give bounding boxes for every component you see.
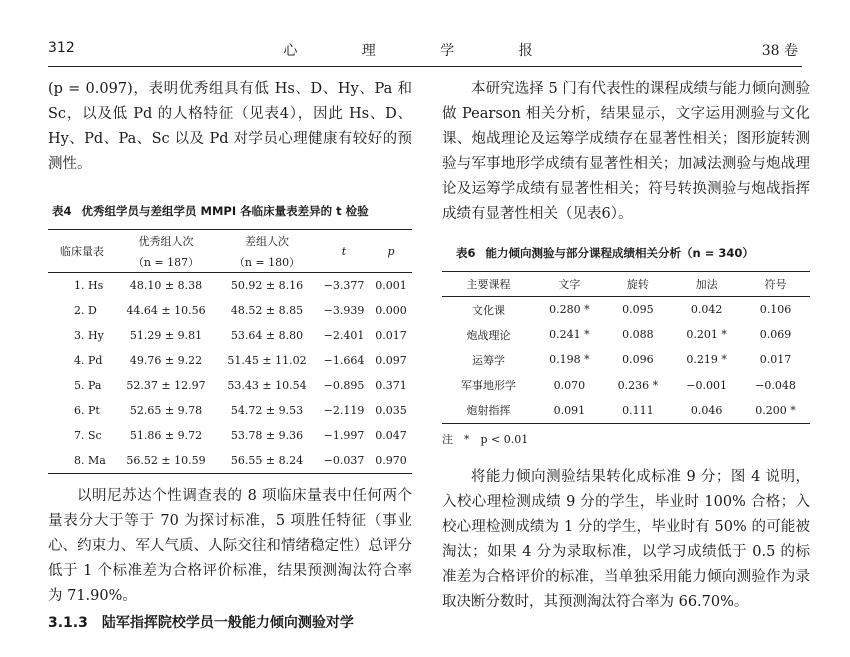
volume-label: 38 卷 [761,43,798,59]
table4-cell: −3.377 [323,279,365,292]
table6-cell: 0.069 [759,328,792,342]
table4-col-excellent-n: （n = 187） [116,251,216,273]
table6-cell: −0.001 [686,378,727,392]
table6-cell: 文化课 [472,303,506,317]
table4-cell: 0.001 [375,279,407,292]
table6-cell: 0.219 * [686,353,727,367]
table4-cell: 49.76 ± 9.22 [129,354,203,367]
table4-cell: −3.939 [323,304,365,317]
journal-title: 心 理 学 报 [283,43,563,59]
table4-cell: −0.037 [323,454,365,467]
table4-cell: 0.097 [375,354,407,367]
body-paragraph-right-2: 将能力倾向测验结果转化成标准 9 分；图 4 说明，入校心理检测成绩 9 分的学生，毕业时 100% 合格；入校心理检测成绩为 1 分的学生，毕业时有 50% 的可能被淘汰；如果 4 分为录取标准，以学习成绩低于 0.5 的标准差为合格评价的标准，当单独采用能力倾向测验作为录取决断分数时，其预测淘汰符合率为 66.70%。 [442,468,810,610]
table6-cell: −0.048 [755,378,796,392]
table4-cell: 7. Sc [74,429,102,442]
table6 [442,271,810,424]
table6-title: 能力倾向测验与部分课程成绩相关分析（n = 340） [485,246,754,260]
table6-cell: 0.198 * [549,353,590,367]
running-header [48,40,798,62]
table6-cell: 0.201 * [686,328,727,342]
table4-cell: 3. Hy [74,329,104,342]
section-heading: 3.1.3 陆军指挥院校学员一般能力倾向测验对学 [48,615,354,631]
table4-cell: 8. Ma [74,454,106,467]
table6-cell: 0.017 [759,353,792,367]
table4-cell: 56.55 ± 8.24 [230,454,304,467]
table4-col-excellent: 优秀组人次 [138,234,194,248]
table4-cell: 0.035 [375,404,407,417]
table4-cell: 0.047 [375,429,407,442]
table4-title: 优秀组学员与差组学员 MMPI 各临床量表差异的 t 检验 [81,204,369,218]
table4-cell: 48.52 ± 8.85 [230,304,304,317]
table6-row [442,373,810,398]
table6-header-cell: 符号 [741,272,810,297]
table4-cell: 4. Pd [74,354,103,367]
table4-row [48,323,412,348]
table4-cell: 53.78 ± 9.36 [230,429,304,442]
table4-col-poor: 差组人次 [245,234,289,248]
table4-cell: 50.92 ± 8.16 [230,279,304,292]
table6-cell: 0.200 * [755,403,796,417]
table4-caption [48,201,412,221]
table4-col-scale: 临床量表 [48,230,116,273]
table6-cell: 0.106 [759,303,792,317]
table4-label: 表4 [52,204,72,218]
table4-row [48,423,412,448]
table4-cell: 48.10 ± 8.38 [129,279,203,292]
table4-cell: 52.65 ± 9.78 [129,404,203,417]
table4-cell: 1. Hs [74,279,104,292]
table6-header-cell: 文字 [535,272,604,297]
body-paragraph-right-1: 本研究选择 5 门有代表性的课程成绩与能力倾向测验做 Pearson 相关分析，结果显示，文字运用测验与文化课、炮战理论及运筹学成绩存在显著性相关；图形旋转测验与军事地形学成绩有显著性相关；加减法测验与炮战理论及运筹学成绩有显著性相关；符号转换测验与炮战指挥成绩有显著性相关（见表6）。 [442,81,810,222]
table6-cell: 0.091 [553,403,586,417]
table4 [48,229,412,474]
table4-cell: 54.72 ± 9.53 [230,404,304,417]
table4-row [48,348,412,373]
table6-cell: 0.042 [690,303,723,317]
table4-cell: −2.119 [323,404,365,417]
table4-row [48,298,412,323]
page-number: 312 [48,40,75,56]
table4-cell: 53.64 ± 8.80 [230,329,304,342]
table6-cell: 炮射指挥 [466,404,511,418]
table6-cell: 0.236 * [617,378,659,392]
table4-col-p: p [370,230,412,273]
table4-cell: 44.64 ± 10.56 [126,304,206,317]
table4-cell: 0.000 [375,304,407,317]
table6-body [442,297,810,424]
table4-cell: 0.017 [375,329,407,342]
table4-cell: 5. Pa [74,379,102,392]
table6-row [442,398,810,424]
table4-row [48,448,412,474]
table4-cell: 51.86 ± 9.72 [129,429,203,442]
table4-cell: 2. D [74,304,97,317]
table4-cell: 51.45 ± 11.02 [227,354,307,367]
table6-row [442,297,810,323]
table6-cell: 0.111 [622,403,654,417]
table6-header-cell: 主要课程 [442,272,535,297]
table6-cell: 0.070 [553,378,586,392]
table4-body [48,273,412,474]
table4-cell: 51.29 ± 9.81 [129,329,203,342]
table6-cell: 炮战理论 [466,328,511,342]
intro-paragraph: (p = 0.097)，表明优秀组具有低 Hs、D、Hy、Pa 和 Sc，以及低 Pd 的人格特征（见表4），因此 Hs、D、Hy、Pd、Pa、Sc 以及 Pd 对学员心理健康有较好的预测性。 [48,81,412,172]
table6-cell: 0.241 * [549,328,590,342]
table6-cell: 0.095 [622,303,654,317]
table4-row [48,373,412,398]
table6-caption [442,243,810,263]
table4-cell: 0.371 [375,379,407,392]
header-rule [48,66,802,67]
table6-cell: 运筹学 [472,353,506,367]
table4-cell: 52.37 ± 12.97 [126,379,206,392]
table6-header-row [442,272,810,297]
table6-cell: 0.046 [690,403,723,417]
table4-cell: −1.664 [323,354,365,367]
table6-header-cell: 加法 [672,272,741,297]
table6-cell: 0.280 * [549,303,590,317]
table6-row [442,347,810,372]
table6-label: 表6 [456,246,476,260]
table4-cell: 53.43 ± 10.54 [227,379,307,392]
table4-row [48,273,412,299]
table6-header-cell: 旋转 [604,272,673,297]
table4-cell: 6. Pt [74,404,100,417]
table6-cell: 0.096 [622,353,654,367]
table4-row [48,398,412,423]
table4-col-t: t [318,230,370,273]
table6-note: 注 * p < 0.01 [442,432,529,446]
table6-cell: 0.088 [622,328,654,342]
table4-cell: 56.52 ± 10.59 [126,454,206,467]
table4-cell: 0.970 [375,454,407,467]
table6-row [442,322,810,347]
table4-col-poor-n: （n = 180） [216,251,318,273]
table4-cell: −1.997 [323,429,365,442]
table4-cell: −0.895 [323,379,365,392]
left-column [48,74,412,635]
right-column [442,74,810,615]
table6-cell: 军事地形学 [461,379,517,393]
body-paragraph-left: 以明尼苏达个性调查表的 8 项临床量表中任何两个量表分大于等于 70 为探讨标准，5 项胜任特征（事业心、约束力、军人气质、人际交往和情绪稳定性）总评分低于 1 个标准差为合格评价标准，结果预测淘汰符合率为 71.90%。 [48,488,412,604]
table4-cell: −2.401 [323,329,365,342]
